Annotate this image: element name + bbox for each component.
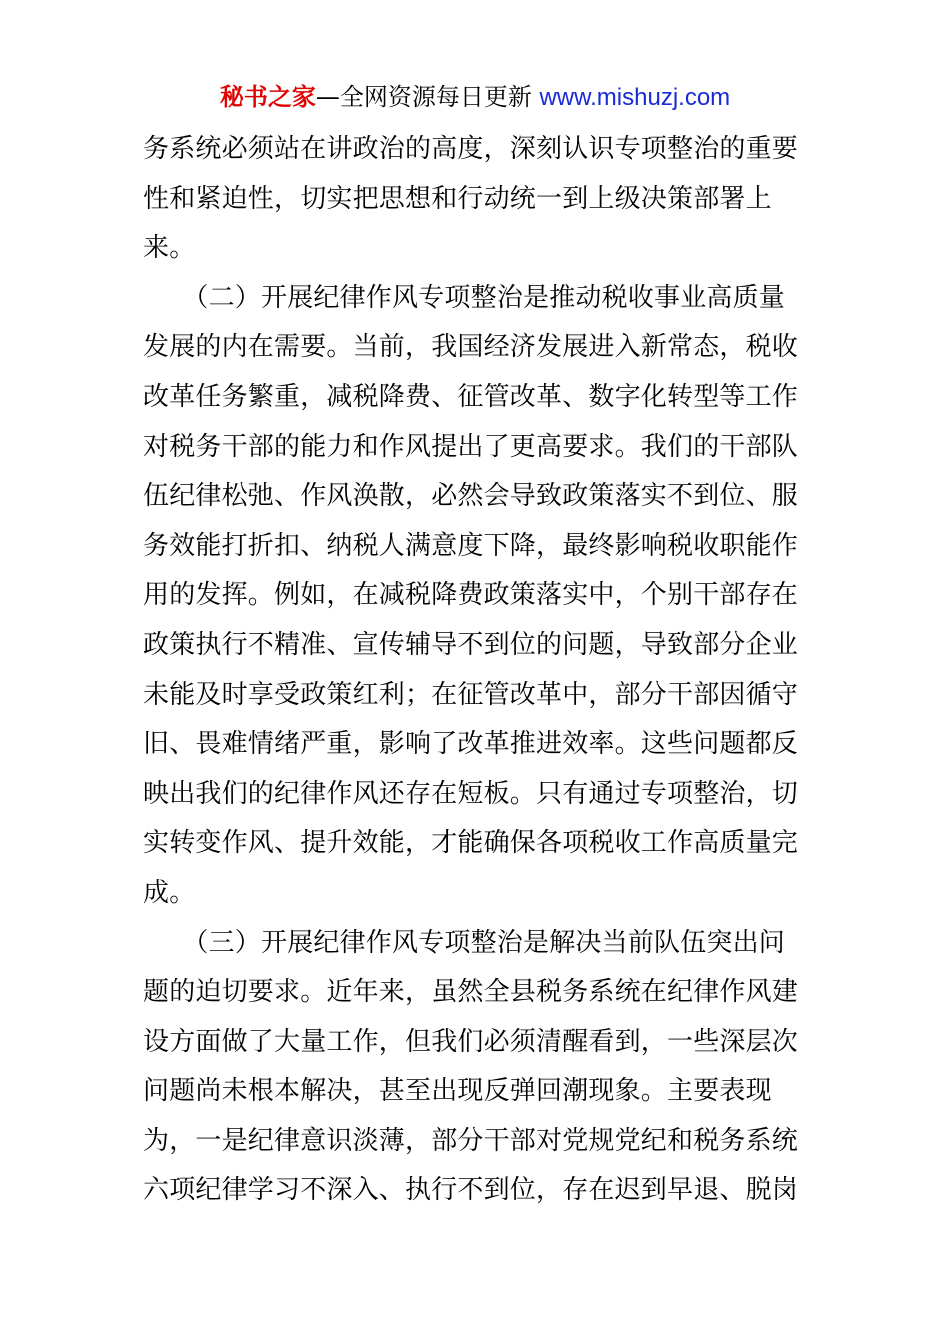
text-line: 发展的内在需要。当前，我国经济发展进入新常态，税收 [143, 332, 799, 363]
text-line: 实转变作风、提升效能，才能确保各项税收工作高质量完 [143, 828, 799, 859]
site-tagline: —全网资源每日更新 [315, 83, 540, 111]
text-line: 改革任务繁重，减税降费、征管改革、数字化转型等工作 [143, 381, 799, 412]
text-line: 性和紧迫性，切实把思想和行动统一到上级决策部署上 [143, 183, 772, 214]
site-url-link[interactable]: www.mishuzj.com [539, 84, 731, 111]
text-line: 用的发挥。例如，在减税降费政策落实中，个别干部存在 [143, 580, 799, 611]
text-line: 务效能打折扣、纳税人满意度下降，最终影响税收职能作 [143, 530, 799, 561]
text-line: 成。 [143, 877, 196, 908]
text-line: 伍纪律松弛、作风涣散，必然会导致政策落实不到位、服 [143, 481, 799, 512]
text-line: 问题尚未根本解决，甚至出现反弹回潮现象。主要表现 [143, 1076, 772, 1107]
text-line: 旧、畏难情绪严重，影响了改革推进效率。这些问题都反 [143, 729, 799, 760]
text-line: 务系统必须站在讲政治的高度，深刻认识专项整治的重要 [143, 134, 799, 164]
text-line: 政策执行不精准、宣传辅导不到位的问题，导致部分企业 [143, 629, 799, 660]
text-line: 未能及时享受政策红利；在征管改革中，部分干部因循守 [143, 679, 799, 710]
site-brand: 秘书之家 [219, 83, 316, 111]
section-heading-line: （三）开展纪律作风专项整治是解决当前队伍突出问 [143, 927, 786, 958]
section-heading-line: （二）开展纪律作风专项整治是推动税收事业高质量 [143, 282, 786, 313]
text-line: 对税务干部的能力和作风提出了更高要求。我们的干部队 [143, 431, 799, 462]
site-header [0, 80, 950, 115]
text-line: 六项纪律学习不深入、执行不到位，存在迟到早退、脱岗 [143, 1175, 799, 1206]
text-line: 设方面做了大量工作，但我们必须清醒看到，一些深层次 [143, 1026, 799, 1057]
text-line: 为，一是纪律意识淡薄，部分干部对党规党纪和税务系统 [143, 1125, 799, 1156]
text-line: 来。 [143, 233, 196, 264]
text-line: 题的迫切要求。近年来，虽然全县税务系统在纪律作风建 [143, 977, 799, 1008]
text-line: 映出我们的纪律作风还存在短板。只有通过专项整治，切 [143, 778, 799, 809]
document-body [143, 125, 809, 1216]
